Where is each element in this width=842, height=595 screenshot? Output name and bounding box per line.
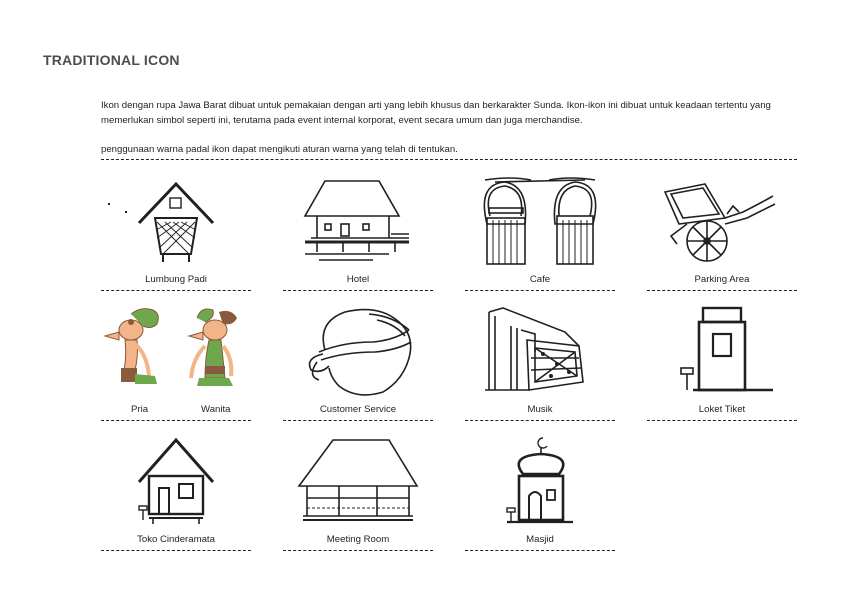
page-title: TRADITIONAL ICON: [43, 52, 180, 68]
label-underline: [101, 420, 251, 421]
icon-label: Loket Tiket: [698, 404, 746, 415]
bamboo-hut-icon: [465, 176, 615, 266]
icon-label: Customer Service: [319, 404, 397, 415]
souvenir-shop-icon: [101, 436, 251, 526]
color-note: penggunaan warna padal ikon dapat mengikuti aturan warna yang telah di tentukan.: [101, 144, 458, 155]
icon-label: Musik: [527, 404, 553, 415]
icon-label: Parking Area: [694, 274, 750, 285]
carriage-icon: [647, 176, 797, 266]
label-underline: [283, 550, 433, 551]
label-underline: [465, 550, 615, 551]
icon-label-wanita: Wanita: [201, 404, 231, 415]
mosque-icon: [465, 436, 615, 526]
label-underline: [465, 290, 615, 291]
intro-paragraph: Ikon dengan rupa Jawa Barat dibuat untuk pemakaian dengan arti yang lebih khusus dan berkarakter Sunda. Ikon-ikon ini dibuat untuk keadaan tertentu yang memerlukan simbol seperti ini, terutama pada event internal korporat, event secara umum dan juga merchandise.: [101, 100, 771, 126]
pavilion-icon: [283, 436, 433, 526]
headband-head-icon: [283, 306, 433, 396]
stilt-house-icon: [283, 176, 433, 266]
angklung-icon: [465, 306, 615, 396]
icon-label: Lumbung Padi: [145, 274, 207, 285]
icon-label-pria: Pria: [131, 404, 149, 415]
label-underline: [283, 420, 433, 421]
icon-label: Cafe: [529, 274, 551, 285]
wayang-male-icon: [101, 306, 251, 396]
ticket-booth-icon: [647, 306, 797, 396]
icon-label: Toko Cinderamata: [137, 534, 215, 545]
label-underline: [647, 290, 797, 291]
label-underline: [283, 290, 433, 291]
label-underline: [101, 550, 251, 551]
icon-label: Masjid: [526, 534, 554, 545]
label-underline: [101, 290, 251, 291]
label-underline: [465, 420, 615, 421]
rice-barn-icon: [101, 176, 251, 266]
label-underline: [647, 420, 797, 421]
icon-label: Meeting Room: [326, 534, 390, 545]
divider: [101, 159, 797, 160]
icon-label: Hotel: [346, 274, 370, 285]
